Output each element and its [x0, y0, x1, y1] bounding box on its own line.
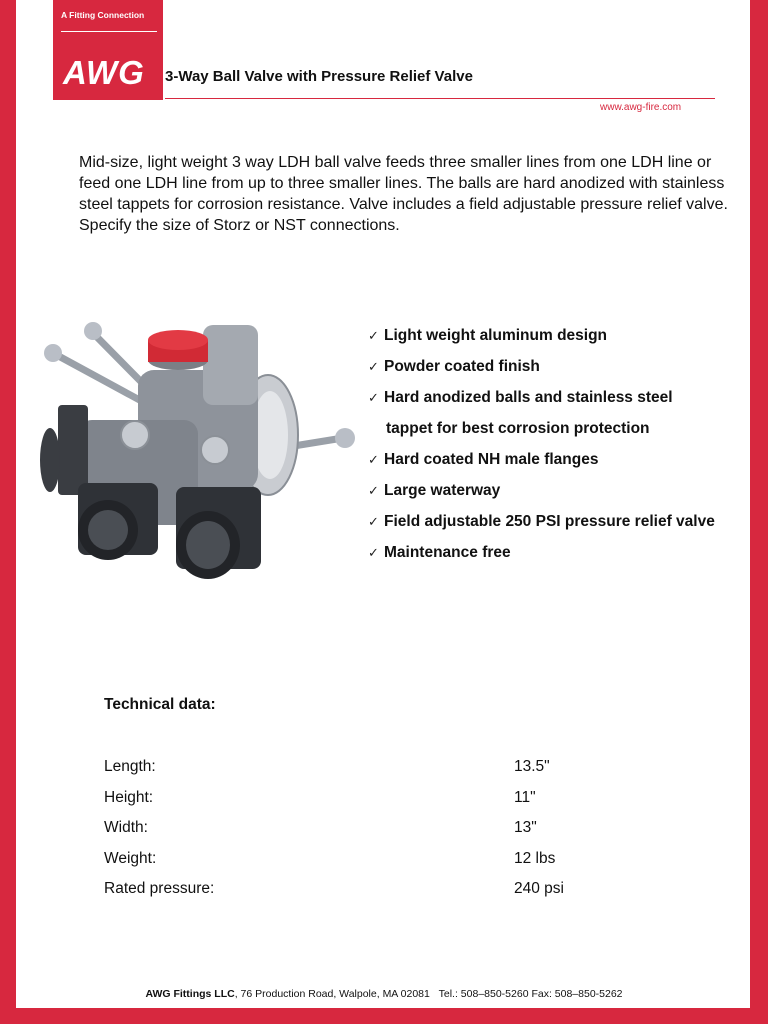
spec-label: Height: — [104, 789, 154, 806]
logo-tagline: A Fitting Connection — [61, 10, 145, 20]
technical-data-heading: Technical data: — [104, 696, 216, 713]
check-icon: ✓ — [368, 390, 379, 405]
product-description: Mid-size, light weight 3 way LDH ball valve feeds three smaller lines from one LDH line or feed one LDH line from up to three smaller lines. The balls are hard anodized with stainless steel tappets for corrosion resistance. Valve includes a field adjustable pressure relief valve. Specify the size of Storz or NST connections. — [79, 154, 728, 234]
spec-value: 12 lbs — [514, 850, 556, 867]
footer-fax: Fax: 508–850-5262 — [531, 988, 623, 1000]
spec-label: Weight: — [104, 850, 157, 867]
logo-wordmark: AWG — [63, 54, 145, 91]
spec-row-height — [104, 789, 664, 811]
spec-label: Width: — [104, 819, 148, 836]
check-icon: ✓ — [368, 514, 379, 529]
spec-row-rated-pressure — [104, 880, 664, 902]
footer-address: , 76 Production Road, Walpole, MA 02081 — [234, 988, 430, 1000]
check-icon: ✓ — [368, 545, 379, 560]
spec-row-weight — [104, 850, 664, 872]
check-icon: ✓ — [368, 328, 379, 343]
footer-tel: Tel.: 508–850-5260 — [438, 988, 529, 1000]
spec-value: 13" — [514, 819, 537, 836]
website-link[interactable]: www.awg-fire.com — [600, 102, 682, 113]
feature-item-continued: tappet for best corrosion protection — [386, 420, 650, 437]
spec-row-length — [104, 758, 664, 780]
logo-divider — [61, 31, 157, 32]
spec-value: 240 psi — [514, 880, 564, 897]
feature-list — [368, 325, 758, 573]
feature-item: ✓ Maintenance free — [368, 542, 758, 573]
feature-item: ✓ Hard anodized balls and stainless steel — [368, 387, 758, 418]
check-icon: ✓ — [368, 483, 379, 498]
feature-item: ✓ Powder coated finish — [368, 356, 758, 387]
feature-item: ✓ Light weight aluminum design — [368, 325, 758, 356]
feature-item: ✓ Hard coated NH male flanges — [368, 449, 758, 480]
spec-label: Length: — [104, 758, 156, 775]
feature-item: ✓ Field adjustable 250 PSI pressure relief valve — [368, 511, 758, 542]
check-icon: ✓ — [368, 452, 379, 467]
awg-logo — [53, 0, 163, 100]
spec-label: Rated pressure: — [104, 880, 215, 897]
title-rule — [165, 98, 715, 99]
spec-value: 13.5" — [514, 758, 550, 775]
valve-product-image — [38, 315, 363, 590]
check-icon: ✓ — [368, 359, 379, 374]
footer-contact — [0, 988, 768, 1000]
page-title: 3-Way Ball Valve with Pressure Relief Valve — [165, 68, 473, 85]
footer-company: AWG Fittings LLC — [145, 988, 235, 1000]
spec-value: 11" — [514, 789, 536, 806]
spec-row-width — [104, 819, 664, 841]
feature-item: ✓ Large waterway — [368, 480, 758, 511]
